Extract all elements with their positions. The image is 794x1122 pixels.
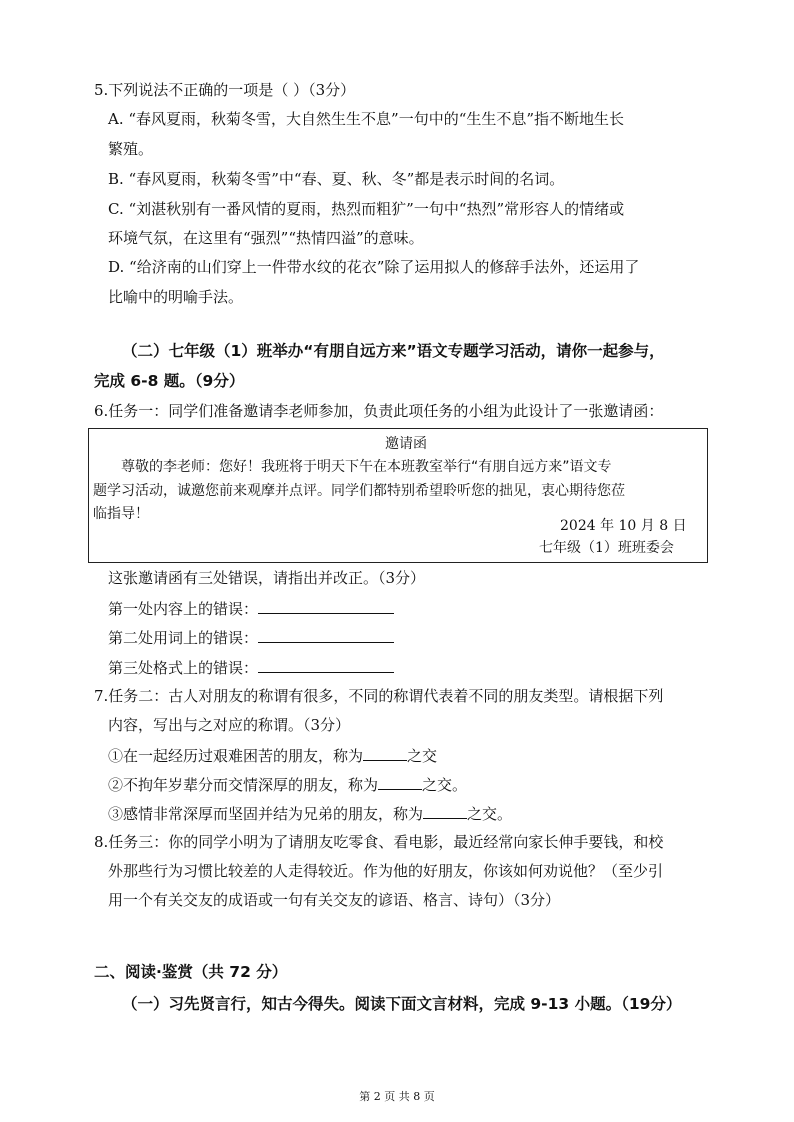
q5-option-b: B. “春风夏雨，秋菊冬雪”中“春、夏、秋、冬”都是表示时间的名词。 xyxy=(108,170,565,188)
q6-error-1-label: 第一处内容上的错误： xyxy=(108,600,259,618)
q6-stem: 6.任务一：同学们准备邀请李老师参加，负责此项任务的小组为此设计了一张邀请函： xyxy=(94,402,664,420)
q8-stem-cont-2: 用一个有关交友的成语或一句有关交友的谚语、格言、诗句）（3分） xyxy=(108,891,561,909)
letter-body-line-3: 临指导！ xyxy=(93,506,149,522)
q6-error-2-label: 第二处用词上的错误： xyxy=(108,629,259,647)
letter-body-line-1: 尊敬的李老师：您好！我班将于明天下午在本班教室举行“有朋自远方来”语文专 xyxy=(121,459,612,475)
q5-stem: 5.下列说法不正确的一项是（ ）（3分） xyxy=(94,81,356,99)
part-2-heading: 二、阅读·鉴赏（共 72 分） xyxy=(94,963,288,981)
q7-stem: 7.任务二：古人对朋友的称谓有很多，不同的称谓代表着不同的朋友类型。请根据下列 xyxy=(94,687,664,705)
q7-item-3-blank[interactable] xyxy=(423,802,467,819)
part-2-subheading: （一）习先贤言行，知古今得失。阅读下面文言材料，完成 9-13 小题。（19分） xyxy=(122,995,682,1013)
q7-item-3-suffix: 之交。 xyxy=(467,805,513,823)
invitation-letter-box xyxy=(88,428,708,563)
letter-title: 邀请函 xyxy=(385,436,427,452)
q7-item-3 xyxy=(108,802,512,825)
q5-option-a: A. “春风夏雨，秋菊冬雪，大自然生生不息”一句中的“生生不息”指不断地生长 xyxy=(108,110,625,128)
q7-item-1-blank[interactable] xyxy=(363,744,407,761)
q5-option-c: C. “刘湛秋别有一番风情的夏雨，热烈而粗犷”一句中“热烈”常形容人的情绪或 xyxy=(108,200,625,218)
q7-item-1-text: ①在一起经历过艰难困苦的朋友，称为 xyxy=(108,747,364,765)
letter-signature: 七年级（1）班班委会 xyxy=(539,540,674,556)
q7-item-2-text: ②不拘年岁辈分而交情深厚的朋友，称为 xyxy=(108,776,379,794)
q8-stem: 8.任务三：你的同学小明为了请朋友吃零食、看电影，最近经常向家长伸手要钱，和校 xyxy=(94,833,664,851)
q7-item-3-text: ③感情非常深厚而坚固并结为兄弟的朋友，称为 xyxy=(108,805,424,823)
q7-stem-cont: 内容，写出与之对应的称谓。（3分） xyxy=(108,716,351,734)
section-2-heading: （二）七年级（1）班举办“有朋自远方来”语文专题学习活动，请你一起参与， xyxy=(122,342,665,360)
q6-error-3 xyxy=(108,656,394,679)
q6-error-2 xyxy=(108,626,394,649)
q5-option-c-cont: 环境气氛，在这里有“强烈”“热情四溢”的意味。 xyxy=(108,229,424,247)
q8-stem-cont-1: 外那些行为习惯比较差的人走得较近。作为他的好朋友，你该如何劝说他？（至少引 xyxy=(108,862,664,880)
q6-prompt: 这张邀请函有三处错误，请指出并改正。（3分） xyxy=(108,569,426,587)
q6-error-1 xyxy=(108,597,394,620)
q6-error-3-label: 第三处格式上的错误： xyxy=(108,659,259,677)
q7-item-1-suffix: 之交 xyxy=(407,747,438,765)
q7-item-2-suffix: 之交。 xyxy=(422,776,468,794)
q5-option-d-cont: 比喻中的明喻手法。 xyxy=(108,288,244,306)
q6-error-2-answer-blank[interactable] xyxy=(258,626,394,643)
page-footer: 第 2 页 共 8 页 xyxy=(359,1090,435,1103)
q7-item-2 xyxy=(108,773,467,796)
section-2-heading-cont: 完成 6-8 题。（9分） xyxy=(94,372,245,390)
letter-date: 2024 年 10 月 8 日 xyxy=(560,518,687,534)
letter-body-line-2: 题学习活动，诚邀您前来观摩并点评。同学们都特别希望聆听您的拙见，衷心期待您莅 xyxy=(93,483,625,499)
q6-error-3-answer-blank[interactable] xyxy=(258,656,394,673)
q7-item-2-blank[interactable] xyxy=(378,773,422,790)
q5-option-d: D. “给济南的山们穿上一件带水纹的花衣”除了运用拟人的修辞手法外，还运用了 xyxy=(108,258,640,276)
q7-item-1 xyxy=(108,744,437,767)
q6-error-1-answer-blank[interactable] xyxy=(258,597,394,614)
q5-option-a-cont: 繁殖。 xyxy=(108,140,154,158)
